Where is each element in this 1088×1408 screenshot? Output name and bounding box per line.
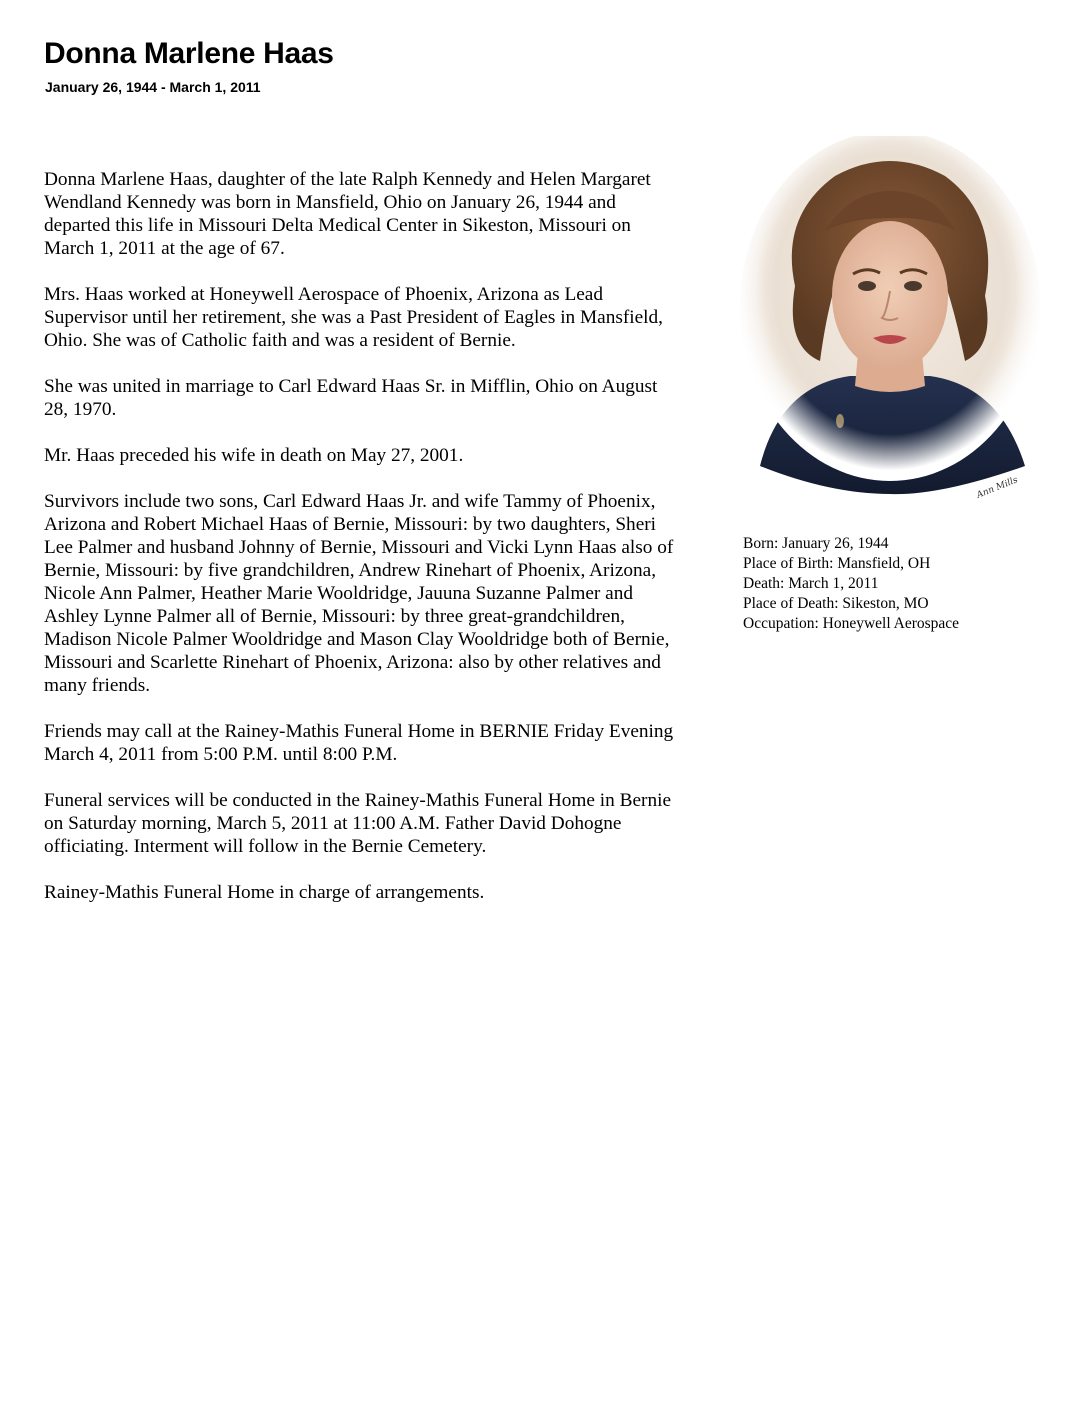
- page-title: Donna Marlene Haas: [44, 37, 334, 70]
- fact-occupation: Occupation: Honeywell Aerospace: [743, 615, 960, 632]
- life-dates: January 26, 1944 - March 1, 2011: [45, 79, 261, 95]
- paragraph-visitation: Friends may call at the Rainey-Mathis Funeral Home in BERNIE Friday Evening March 4, 2011 from 5:00 P.M. until 8:00 P.M.: [44, 721, 674, 765]
- paragraph-survivors: Survivors include two sons, Carl Edward Haas Jr. and wife Tammy of Phoenix, Arizona and Robert Michael Haas of Bernie, Missouri: by two daughters, Sheri Lee Palmer and husband Johnny of Bernie, Missouri and Vicki Lynn Haas also of Bernie, Missouri: by five grandchildren, Andrew Rinehart of Phoenix, Arizona, Nicole Ann Palmer, Heather Marie Wooldridge, Jauuna Suzanne Palmer and Ashley Lynne Palmer all of Bernie, Missouri: by three great-grandchildren, Madison Nicole Palmer Wooldridge and Mason Clay Wooldridge both of Bernie, Missouri and Scarlette Rinehart of Phoenix, Arizona: also by other relatives and many friends.: [44, 491, 674, 696]
- paragraph-career: Mrs. Haas worked at Honeywell Aerospace of Phoenix, Arizona as Lead Supervisor until her retirement, she was a Past President of Eagles in Mansfield, Ohio. She was of Catholic faith and was a resident of Bernie.: [44, 284, 664, 351]
- vital-facts: [743, 534, 1043, 634]
- photographer-signature: Ann Mills: [975, 475, 1020, 501]
- paragraph-parents: Donna Marlene Haas, daughter of the late Ralph Kennedy and Helen Margaret Wendland Kennedy was born in Mansfield, Ohio on January 26, 1944 and departed this life in Missouri Delta Medical Center in Sikeston, Missouri on March 1, 2011 at the age of 67.: [44, 169, 651, 259]
- paragraph-services: Funeral services will be conducted in the Rainey-Mathis Funeral Home in Bernie on Saturday morning, March 5, 2011 at 11:00 A.M. Father David Dohogne officiating. Interment will follow in the Bernie Cemetery.: [44, 790, 672, 857]
- paragraph-arrangements: Rainey-Mathis Funeral Home in charge of arrangements.: [44, 882, 485, 903]
- fact-death: Death: March 1, 2011: [743, 575, 879, 592]
- fact-place-of-birth: Place of Birth: Mansfield, OH: [743, 555, 931, 572]
- fact-place-of-death: Place of Death: Sikeston, MO: [743, 595, 929, 612]
- paragraph-husband-death: Mr. Haas preceded his wife in death on May 27, 2001.: [44, 445, 464, 466]
- fact-born: Born: January 26, 1944: [743, 535, 889, 552]
- paragraph-marriage: She was united in marriage to Carl Edward Haas Sr. in Mifflin, Ohio on August 28, 1970.: [44, 376, 658, 420]
- obituary-text: [44, 168, 684, 927]
- portrait-photo: [740, 136, 1040, 516]
